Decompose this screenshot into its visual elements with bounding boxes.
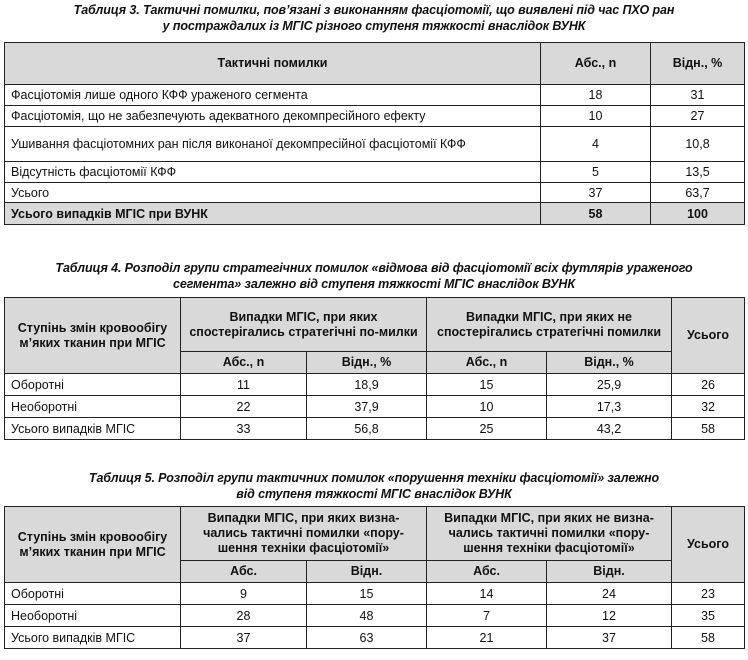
table-row bbox=[5, 627, 745, 649]
table5-header-cell: Ступінь змін кровообігу м’яких тканин при МГІС bbox=[5, 507, 181, 583]
table5-caption-line: від ступеня тяжкості МГІС внаслідок ВУНК bbox=[236, 487, 512, 501]
table-cell: 12 bbox=[547, 605, 672, 627]
table-cell: 11 bbox=[181, 374, 307, 396]
table-cell: Фасціотомія лише одного КФФ ураженого сегмента bbox=[5, 85, 541, 106]
table4-header-cell: Випадки МГІС, при яких не спостерігались стратегічні помилки bbox=[427, 298, 672, 352]
table-cell: 63 bbox=[307, 627, 427, 649]
table-cell: Усього випадків МГІС bbox=[5, 627, 181, 649]
table3-header-cell: Абс., n bbox=[541, 43, 651, 85]
table-row bbox=[5, 418, 745, 440]
table5-header-cell: Усього bbox=[672, 507, 745, 583]
table-cell: 37 bbox=[547, 627, 672, 649]
table4-caption-line: сегмента» залежно від ступеня тяжкості МГІС внаслідок ВУНК bbox=[173, 277, 575, 291]
table-cell: 58 bbox=[672, 627, 745, 649]
table-row bbox=[5, 605, 745, 627]
table-row bbox=[5, 183, 745, 203]
table3-header-cell: Відн., % bbox=[651, 43, 745, 85]
table5-header-cell: Випадки МГІС, при яких визна-чались тактичні помилки «пору-шення техніки фасціотомії» bbox=[181, 507, 427, 561]
table5-header-cell: Абс. bbox=[427, 561, 547, 583]
table-cell: 27 bbox=[651, 106, 745, 127]
table-cell: 58 bbox=[672, 418, 745, 440]
table4-header-cell: Відн., % bbox=[547, 352, 672, 374]
table-cell: 33 bbox=[181, 418, 307, 440]
table-row bbox=[5, 85, 745, 106]
table-cell: 48 bbox=[307, 605, 427, 627]
table-cell: 10 bbox=[541, 106, 651, 127]
table-cell: Усього bbox=[5, 183, 541, 203]
table3 bbox=[4, 42, 745, 225]
table4-caption bbox=[0, 260, 748, 292]
table5-caption-line: Таблиця 5. Розподіл групи тактичних помилок «порушення техніки фасціотомії» залежно bbox=[88, 471, 660, 485]
table4-header-cell: Випадки МГІС, при яких спостерігались стратегічні по-милки bbox=[181, 298, 427, 352]
table-cell: 37 bbox=[541, 183, 651, 203]
table-cell: 13,5 bbox=[651, 162, 745, 183]
table-cell: 23 bbox=[672, 583, 745, 605]
table4-header-cell: Усього bbox=[672, 298, 745, 374]
table5-header-row bbox=[5, 507, 745, 561]
table-row bbox=[5, 162, 745, 183]
table5-header-cell: Випадки МГІС, при яких не визна-чались тактичні помилки «пору-шення техніки фасціотомії» bbox=[427, 507, 672, 561]
table5-caption bbox=[0, 470, 748, 502]
table-cell: 37,9 bbox=[307, 396, 427, 418]
table4-header-cell: Ступінь змін кровообігу м’яких тканин при МГІС bbox=[5, 298, 181, 374]
table-cell: 43,2 bbox=[547, 418, 672, 440]
table-cell: 9 bbox=[181, 583, 307, 605]
table-cell: 21 bbox=[427, 627, 547, 649]
table-cell: 10 bbox=[427, 396, 547, 418]
table3-caption-line: у постраждалих із МГІС різного ступеня тяжкості внаслідок ВУНК bbox=[162, 19, 586, 33]
table-cell: 4 bbox=[541, 127, 651, 162]
table-cell: 100 bbox=[651, 203, 745, 225]
table-cell: 15 bbox=[427, 374, 547, 396]
table3-caption bbox=[0, 2, 748, 34]
table-cell: Фасціотомія, що не забезпечують адекватного декомпресійного ефекту bbox=[5, 106, 541, 127]
table-cell: 17,3 bbox=[547, 396, 672, 418]
table4-caption-line: Таблиця 4. Розподіл групи стратегічних помилок «відмова від фасціотомії всіх футлярів ураженого bbox=[55, 261, 693, 275]
table-row bbox=[5, 106, 745, 127]
table-cell: 5 bbox=[541, 162, 651, 183]
table-cell: 28 bbox=[181, 605, 307, 627]
table-cell: 18,9 bbox=[307, 374, 427, 396]
table5-header-cell: Відн. bbox=[547, 561, 672, 583]
table-cell: Усього випадків МГІС bbox=[5, 418, 181, 440]
table-cell: Відсутність фасціотомії КФФ bbox=[5, 162, 541, 183]
table4-header-cell: Відн., % bbox=[307, 352, 427, 374]
table-cell: Необоротні bbox=[5, 396, 181, 418]
table-cell: 32 bbox=[672, 396, 745, 418]
table4-header-cell: Абс., n bbox=[181, 352, 307, 374]
table-cell: 37 bbox=[181, 627, 307, 649]
table-cell: 63,7 bbox=[651, 183, 745, 203]
table3-header-row bbox=[5, 43, 745, 85]
table-cell: 24 bbox=[547, 583, 672, 605]
table-cell: 26 bbox=[672, 374, 745, 396]
table4 bbox=[4, 297, 745, 440]
table-cell: 18 bbox=[541, 85, 651, 106]
table-row bbox=[5, 127, 745, 162]
table-cell: Усього випадків МГІС при ВУНК bbox=[5, 203, 541, 225]
table-row bbox=[5, 374, 745, 396]
table-cell: Оборотні bbox=[5, 374, 181, 396]
table3-caption-line: Таблиця 3. Тактичні помилки, пов’язані з виконанням фасціотомії, що виявлені під час ПХО ран bbox=[73, 3, 675, 17]
table-row bbox=[5, 583, 745, 605]
table5-header-cell: Відн. bbox=[307, 561, 427, 583]
table-cell: Ушивання фасціотомних ран після виконаної декомпресійної фасціотомії КФФ bbox=[5, 127, 541, 162]
table-cell: 58 bbox=[541, 203, 651, 225]
table-cell: Необоротні bbox=[5, 605, 181, 627]
table-cell: 25 bbox=[427, 418, 547, 440]
table5-header-cell: Абс. bbox=[181, 561, 307, 583]
table-cell: Оборотні bbox=[5, 583, 181, 605]
table-cell: 15 bbox=[307, 583, 427, 605]
table4-header-cell: Абс., n bbox=[427, 352, 547, 374]
table4-header-row bbox=[5, 298, 745, 352]
table-cell: 56,8 bbox=[307, 418, 427, 440]
table-row bbox=[5, 396, 745, 418]
table5 bbox=[4, 506, 745, 649]
table-cell: 31 bbox=[651, 85, 745, 106]
table-cell: 14 bbox=[427, 583, 547, 605]
table-cell: 35 bbox=[672, 605, 745, 627]
table-cell: 7 bbox=[427, 605, 547, 627]
table-cell: 22 bbox=[181, 396, 307, 418]
table3-total-row bbox=[5, 203, 745, 225]
table-cell: 10,8 bbox=[651, 127, 745, 162]
table-cell: 25,9 bbox=[547, 374, 672, 396]
table3-header-cell: Тактичні помилки bbox=[5, 43, 541, 85]
